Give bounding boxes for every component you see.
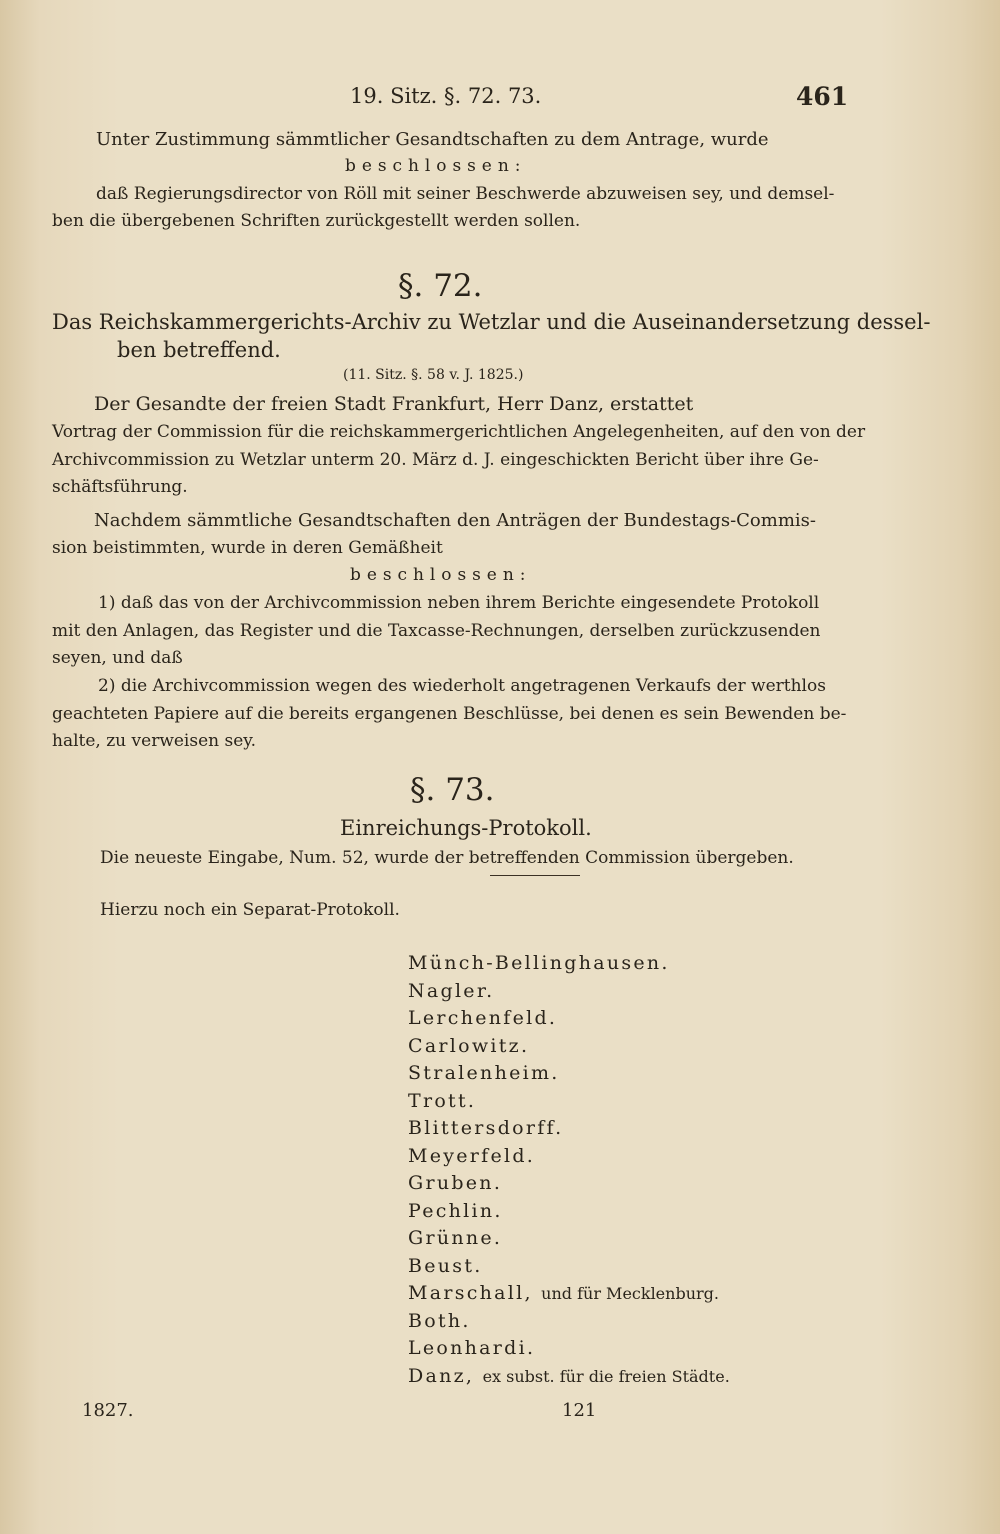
top-line-3: ben die übergebenen Schriften zurückgestellt werden sollen. xyxy=(52,211,581,231)
page-number: 461 xyxy=(796,82,849,111)
footer-year: 1827. xyxy=(82,1400,134,1421)
signature: Meyerfeld. xyxy=(408,1144,536,1167)
s72-item-2-line-1: 2) die Archivcommission wegen des wiederholt angetragenen Verkaufs der werthlos xyxy=(98,676,826,696)
signature: Beust. xyxy=(408,1254,483,1277)
section-73-number: §. 73. xyxy=(410,772,495,808)
section-72-heading-line-1: Das Reichskammergerichts-Archiv zu Wetzlar und die Auseinandersetzung dessel- xyxy=(52,310,931,334)
s72-item-1-line-2: mit den Anlagen, das Register und die Taxcasse-Rechnungen, derselben zurückzusenden xyxy=(52,621,821,641)
s72-item-1-line-3: seyen, und daß xyxy=(52,648,183,668)
running-head: 19. Sitz. §. 72. 73. xyxy=(350,84,542,108)
s73-paragraph-2: Hierzu noch ein Separat-Protokoll. xyxy=(100,900,400,920)
signature: Leonhardi. xyxy=(408,1337,536,1359)
s72-p2-line-2: sion beistimmten, wurde in deren Gemäßheit xyxy=(52,538,443,558)
signature: Münch-Bellinghausen. xyxy=(408,952,670,974)
signature: Blittersdorff. xyxy=(408,1117,564,1139)
signature: Both. xyxy=(408,1309,471,1332)
section-72-heading-line-2: ben betreffend. xyxy=(117,338,281,362)
signature: Nagler. xyxy=(408,979,495,1002)
signature: Gruben. xyxy=(408,1172,503,1194)
s72-p1-line-2: Vortrag der Commission für die reichskammergerichtlichen Angelegenheiten, auf den von der xyxy=(52,422,866,442)
signature: Trott. xyxy=(408,1089,477,1112)
footer-signature-mark: 121 xyxy=(562,1400,597,1421)
s72-p2-line-1: Nachdem sämmtliche Gesandtschaften den Anträgen der Bundestags-Commis- xyxy=(94,510,816,531)
section-72-citation: (11. Sitz. §. 58 v. J. 1825.) xyxy=(343,367,524,383)
top-line-2: daß Regierungsdirector von Röll mit seiner Beschwerde abzuweisen sey, und demsel- xyxy=(96,184,835,204)
s72-p1-line-4: schäftsführung. xyxy=(52,477,188,497)
signature: Lerchenfeld. xyxy=(408,1007,558,1029)
signature: Danz, xyxy=(408,1364,475,1387)
signature: Carlowitz. xyxy=(408,1034,530,1057)
top-line-1: Unter Zustimmung sämmtlicher Gesandtschaften zu dem Antrage, wurde xyxy=(96,129,769,150)
signature-row-marschall xyxy=(408,1280,730,1308)
signature: Stralenheim. xyxy=(408,1062,560,1084)
signature-note-danz: ex subst. für die freien Städte. xyxy=(482,1366,730,1386)
page-header xyxy=(0,84,1000,114)
s72-item-2-line-2: geachteten Papiere auf die bereits ergangenen Beschlüsse, bei denen es sein Bewenden be- xyxy=(52,704,847,724)
s73-paragraph-1: Die neueste Eingabe, Num. 52, wurde der betreffenden Commission übergeben. xyxy=(100,848,794,868)
s72-item-1-line-1: 1) daß das von der Archivcommission neben ihrem Berichte eingesendete Protokoll xyxy=(98,593,820,613)
signature: Pechlin. xyxy=(408,1199,503,1222)
section-73-heading: Einreichungs-Protokoll. xyxy=(340,816,592,840)
signature: Marschall, xyxy=(408,1282,533,1304)
top-beschlossen: beschlossen: xyxy=(345,156,527,176)
signature: Grünne. xyxy=(408,1227,503,1249)
signature-note-marschall: und für Mecklenburg. xyxy=(541,1284,719,1303)
divider-rule xyxy=(490,875,580,876)
s72-item-2-line-3: halte, zu verweisen sey. xyxy=(52,731,257,751)
section-72-number: §. 72. xyxy=(398,268,483,304)
s72-beschlossen: beschlossen: xyxy=(350,565,532,585)
signature-row-danz xyxy=(408,1363,730,1391)
s72-p1-line-1: Der Gesandte der freien Stadt Frankfurt, Herr Danz, erstattet xyxy=(94,393,694,415)
s72-p1-line-3: Archivcommission zu Wetzlar unterm 20. März d. J. eingeschickten Bericht über ihre Ge- xyxy=(52,450,819,470)
signature-list xyxy=(408,950,730,1390)
